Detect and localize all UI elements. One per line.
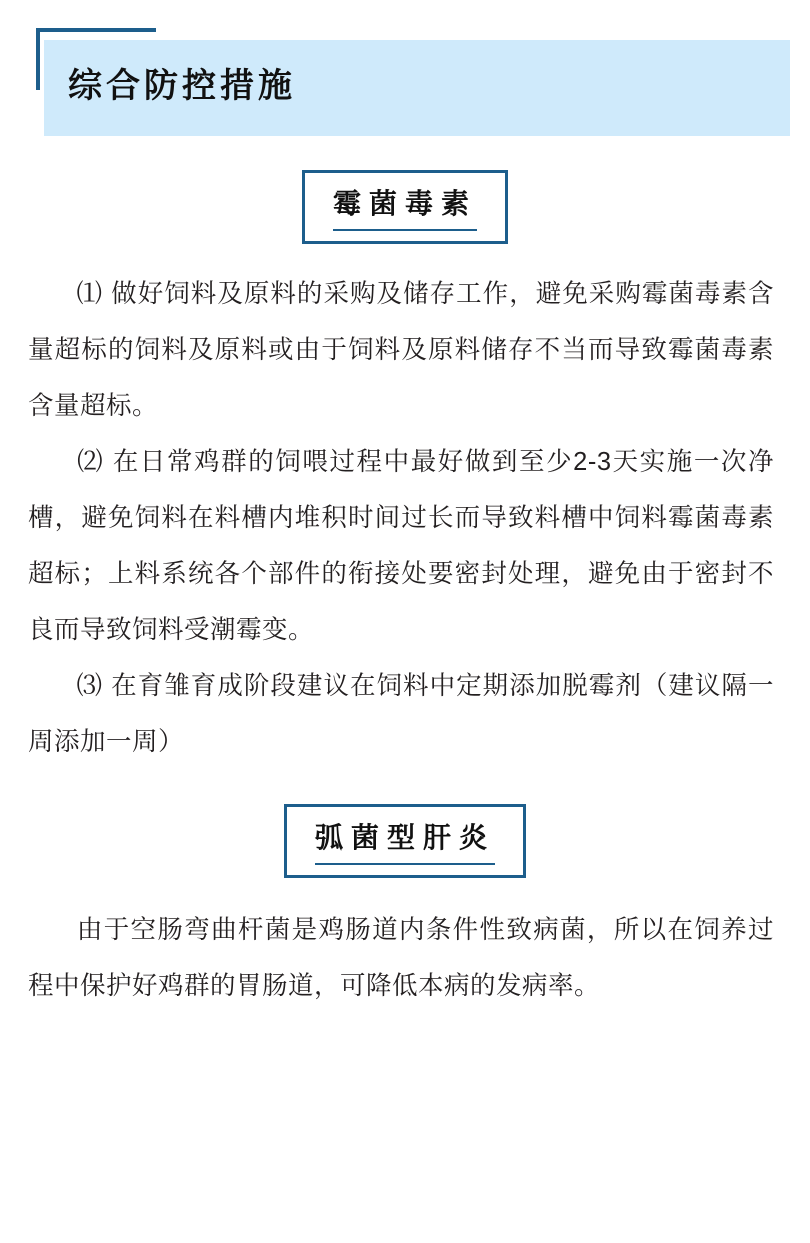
paragraph (0, 434, 810, 658)
paragraph-text: 由于空肠弯曲杆菌是鸡肠道内条件性致病菌，所以在饲养过程中保护好鸡群的胃肠道，可降低本病的发病率。 (28, 916, 774, 1000)
section-body-mycotoxin (0, 266, 810, 770)
section-heading-vibrionic-hepatitis (0, 804, 810, 878)
paragraph (0, 902, 810, 1014)
section-underline (315, 863, 495, 865)
section-box (284, 804, 526, 878)
paragraph (0, 658, 810, 770)
paragraph-text: ⑵ 在日常鸡群的饲喂过程中最好做到至少2-3天实施一次净槽，避免饲料在料槽内堆积时间过长而导致料槽中饲料霉菌毒素超标；上料系统各个部件的衔接处要密封处理，避免由于密封不良而导致饲料受潮霉变。 (28, 448, 774, 644)
section-label: 霉菌毒素 (332, 188, 477, 219)
section-box (302, 170, 508, 244)
page-title: 综合防控措施 (68, 67, 296, 105)
page-header (0, 0, 810, 140)
section-label: 弧菌型肝炎 (314, 822, 495, 853)
section-body-vibrionic-hepatitis (0, 902, 810, 1014)
paragraph-text: ⑶ 在育雏育成阶段建议在饲料中定期添加脱霉剂（建议隔一周添加一周） (28, 672, 774, 756)
section-heading-mycotoxin (0, 170, 810, 244)
paragraph-text: ⑴ 做好饲料及原料的采购及储存工作，避免采购霉菌毒素含量超标的饲料及原料或由于饲料及原料储存不当而导致霉菌毒素含量超标。 (28, 280, 774, 420)
paragraph (0, 266, 810, 434)
section-underline (333, 229, 477, 231)
